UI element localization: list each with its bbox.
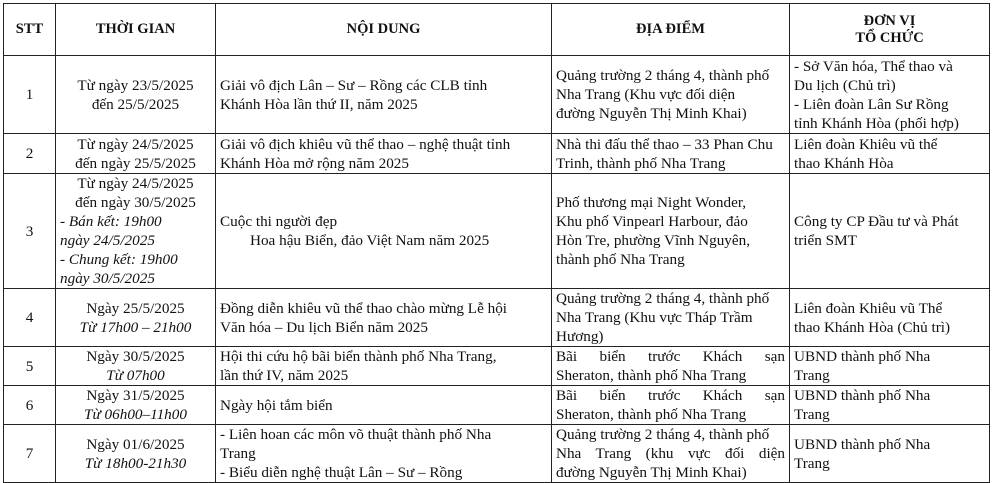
content-line: - Biểu diễn nghệ thuật Lân – Sư – Rồng (220, 464, 463, 481)
organizer-line: Liên đoàn Khiêu vũ thể (794, 135, 938, 153)
time-cell (56, 56, 216, 134)
header-place: ĐỊA ĐIỂM (552, 4, 790, 56)
content-line: Giải vô địch Lân – Sư – Rồng các CLB tỉnh (220, 76, 488, 94)
table-header-row (4, 4, 990, 56)
place-line: Nha Trang (Khu vực đối diện (556, 86, 736, 103)
place-line: thành phố Nha Trang (556, 251, 685, 268)
table-row (4, 386, 990, 425)
time-line: đến ngày 25/5/2025 (75, 154, 196, 172)
time-note: Từ 06h00–11h00 (84, 406, 187, 423)
place-cell (552, 134, 790, 174)
content-line: Hội thi cứu hộ bãi biển thành phố Nha Trang, (220, 348, 497, 365)
stt-cell: 5 (4, 347, 56, 386)
time-line: Ngày 30/5/2025 (86, 348, 185, 365)
header-organizer-line2: TỔ CHỨC (855, 29, 924, 46)
content-line: Trang (220, 445, 256, 462)
content-line: lần thứ IV, năm 2025 (220, 367, 349, 384)
place-line: Khu phố Vinpearl Harbour, đảo (556, 213, 748, 230)
organizer-line: triển SMT (794, 232, 857, 249)
header-organizer-line1: ĐƠN VỊ (863, 12, 916, 29)
stt-cell: 1 (4, 56, 56, 134)
organizer-line: Trang (794, 454, 830, 472)
organizer-line: Du lịch (Chủ trì) (794, 76, 896, 94)
content-line: Khánh Hòa mở rộng năm 2025 (220, 154, 409, 172)
time-line: đến 25/5/2025 (91, 95, 180, 113)
event-schedule-table (3, 3, 990, 483)
place-cell (552, 347, 790, 386)
content-line: Đồng diễn khiêu vũ thể thao chào mừng Lễ hội (220, 299, 508, 317)
place-line: Hòn Tre, phường Vĩnh Nguyên, (556, 232, 751, 249)
time-cell (56, 347, 216, 386)
table-row (4, 289, 990, 347)
header-stt: STT (4, 4, 56, 56)
place-cell (552, 174, 790, 289)
stt-cell: 3 (4, 174, 56, 289)
stt-cell: 2 (4, 134, 56, 174)
content-line: Cuộc thi người đẹp (220, 213, 338, 230)
content-cell (216, 425, 552, 483)
time-cell (56, 425, 216, 483)
time-line: Từ ngày 24/5/2025 (77, 175, 194, 192)
time-cell (56, 134, 216, 174)
content-cell (216, 347, 552, 386)
place-line: Quảng trường 2 tháng 4, thành phố (556, 67, 770, 84)
content-line: Giải vô địch khiêu vũ thể thao – nghệ thuật tỉnh (220, 135, 511, 153)
organizer-line: UBND thành phố Nha (794, 387, 931, 404)
time-note: ngày 30/5/2025 (60, 270, 155, 287)
content-cell (216, 174, 552, 289)
organizer-line: - Liên đoàn Lân Sư Rồng (794, 95, 949, 113)
time-note: Từ 18h00-21h30 (84, 454, 187, 472)
place-cell (552, 425, 790, 483)
organizer-line: thao Khánh Hòa (794, 154, 894, 172)
organizer-line: Trang (794, 367, 830, 384)
stt-cell: 7 (4, 425, 56, 483)
place-line: Bãi biển trước Khách sạn (556, 387, 785, 404)
table-row (4, 56, 990, 134)
time-line: đến ngày 30/5/2025 (75, 194, 196, 211)
place-line: Trinh, thành phố Nha Trang (556, 154, 726, 172)
time-line: Từ ngày 23/5/2025 (77, 76, 194, 94)
organizer-line: thao Khánh Hòa (Chủ trì) (794, 318, 951, 336)
organizer-line: - Sở Văn hóa, Thể thao và (794, 57, 953, 75)
organizer-cell (790, 347, 990, 386)
time-note: - Bán kết: 19h00 (60, 213, 162, 230)
table-row (4, 347, 990, 386)
time-line: Ngày 01/6/2025 (86, 435, 185, 453)
time-cell (56, 386, 216, 425)
time-note: Từ 07h00 (106, 367, 165, 384)
table-row (4, 425, 990, 483)
organizer-line: Công ty CP Đầu tư và Phát (794, 213, 959, 230)
content-line: - Liên hoan các môn võ thuật thành phố Nha (220, 426, 492, 443)
organizer-line: Trang (794, 406, 830, 423)
content-cell (216, 386, 552, 425)
organizer-cell (790, 174, 990, 289)
header-time: THỜI GIAN (56, 4, 216, 56)
organizer-cell (790, 289, 990, 347)
content-cell (216, 134, 552, 174)
place-line: Sheraton, thành phố Nha Trang (556, 406, 747, 423)
place-cell (552, 386, 790, 425)
table-row (4, 134, 990, 174)
time-line: Từ ngày 24/5/2025 (77, 135, 194, 153)
time-note: Từ 17h00 – 21h00 (79, 318, 192, 336)
stt-cell: 4 (4, 289, 56, 347)
organizer-cell (790, 386, 990, 425)
time-cell (56, 289, 216, 347)
organizer-cell (790, 425, 990, 483)
content-line: Khánh Hòa lần thứ II, năm 2025 (220, 95, 418, 113)
place-line: Quảng trường 2 tháng 4, thành phố (556, 290, 770, 307)
place-line: Quảng trường 2 tháng 4, thành phố (556, 426, 770, 443)
organizer-line: UBND thành phố Nha (794, 348, 931, 365)
place-line: Hương) (556, 328, 604, 345)
place-line: Nhà thi đấu thể thao – 33 Phan Chu (556, 135, 773, 153)
organizer-cell (790, 134, 990, 174)
place-line: Nha Trang (khu vực đối diện (556, 445, 785, 462)
place-line: Bãi biển trước Khách sạn (556, 348, 785, 365)
header-organizer (790, 4, 990, 56)
content-cell (216, 56, 552, 134)
organizer-cell (790, 56, 990, 134)
header-content: NỘI DUNG (216, 4, 552, 56)
content-line: Ngày hội tắm biển (220, 396, 333, 414)
time-note: ngày 24/5/2025 (60, 232, 155, 249)
event-schedule-document (3, 3, 989, 483)
place-cell (552, 289, 790, 347)
table-row (4, 174, 990, 289)
stt-cell: 6 (4, 386, 56, 425)
place-line: Phố thương mại Night Wonder, (556, 194, 747, 211)
time-line: Ngày 31/5/2025 (86, 387, 185, 404)
content-line: Văn hóa – Du lịch Biển năm 2025 (220, 318, 428, 336)
place-line: đường Nguyễn Thị Minh Khai) (556, 464, 747, 481)
place-line: Nha Trang (Khu vực Tháp Trầm (556, 309, 753, 326)
organizer-line: tỉnh Khánh Hòa (phối hợp) (794, 114, 959, 132)
place-line: đường Nguyễn Thị Minh Khai) (556, 105, 747, 122)
time-cell (56, 174, 216, 289)
content-cell (216, 289, 552, 347)
place-line: Sheraton, thành phố Nha Trang (556, 367, 747, 384)
time-line: Ngày 25/5/2025 (86, 299, 185, 317)
time-note: - Chung kết: 19h00 (60, 251, 178, 268)
organizer-line: UBND thành phố Nha (794, 435, 931, 453)
content-line: Hoa hậu Biển, đảo Việt Nam năm 2025 (250, 232, 490, 249)
organizer-line: Liên đoàn Khiêu vũ Thể (794, 299, 943, 317)
place-cell (552, 56, 790, 134)
